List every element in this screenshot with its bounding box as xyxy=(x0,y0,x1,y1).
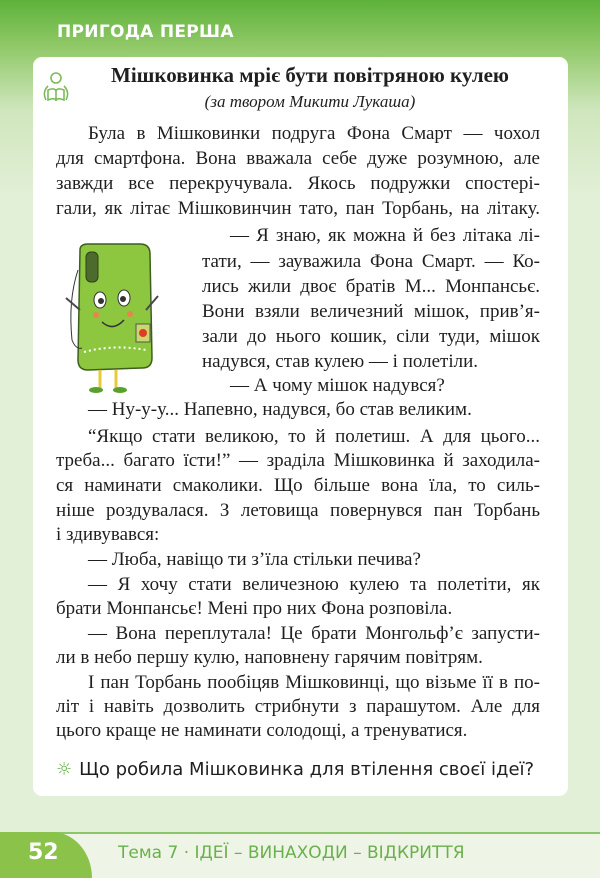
phone-case-character-illustration xyxy=(58,240,163,398)
text-line: для смартфона. Вона вважала себе дуже розумною, але xyxy=(56,148,540,169)
text-line: — Ну-у-у... Напевно, надувся, бо став великим. xyxy=(88,399,472,420)
text-line: ніше роздувалася. З летовища повернувся пан Торбань xyxy=(56,500,540,521)
text-line: надувся, став кулею — і полетіли. xyxy=(202,351,479,372)
text-line: Вони взяли величезний мішок, прив’я- xyxy=(202,301,540,322)
idea-sun-icon: ☼ xyxy=(56,759,73,780)
text-line: ся наминати смаколики. Що більше вона їла, то силь- xyxy=(56,475,540,496)
text-line: — А чому мішок надувся? xyxy=(230,375,445,396)
text-line: — Я знаю, як можна й без літака лі- xyxy=(230,225,540,246)
text-line: ли в небо першу кулю, наповнену гарячим повітрям. xyxy=(56,647,483,668)
story-author: (за твором Микити Лукаша) xyxy=(204,92,416,111)
text-line: цього краще не наминати солодощі, а тренуватися. xyxy=(56,720,468,741)
text-line: гали, як літає Мішковинчин тато, пан Торбань, на літаку. xyxy=(56,198,540,219)
topic-title: Тема 7 · ІДЕЇ – ВИНАХОДИ – ВІДКРИТТЯ xyxy=(118,843,465,863)
question-text: Що робила Мішковинка для втілення своєї ідеї? xyxy=(79,759,535,780)
text-line: літ і навіть дозволить стрибнути з парашутом. Але для xyxy=(56,696,540,717)
text-line: зали до нього кошик, сіли туди, мішок xyxy=(202,326,540,347)
text-line: — Вона переплутала! Це брати Монгольф’є запусти- xyxy=(88,623,540,644)
text-line: — Я хочу стати величезною кулею та полетіти, як xyxy=(88,574,540,595)
story-title: Мішковинка мріє бути повітряною кулею xyxy=(111,63,509,87)
question xyxy=(56,759,534,780)
text-line: І пан Торбань пообіцяв Мішковинці, що візьме її в по- xyxy=(88,672,540,693)
text-line: завжди все перекручувала. Якось подружки спостері- xyxy=(56,173,540,194)
text-line: лись жили двоє братів М... Монпансьє. xyxy=(202,276,540,297)
section-title: ПРИГОДА ПЕРША xyxy=(57,22,234,42)
text-line: Була в Мішковинки подруга Фона Смарт — чохол xyxy=(88,123,540,144)
text-line: тати, — зауважила Фона Смарт. — Ко- xyxy=(202,251,540,272)
text-line: — Люба, навіщо ти з’їла стільки печива? xyxy=(88,549,421,570)
text-line: “Якщо стати великою, то й полетиш. А для цього... xyxy=(88,426,540,447)
page-number: 52 xyxy=(28,840,59,865)
text-line: брати Монпансьє! Мені про них Фона розповіла. xyxy=(56,598,453,619)
text-line: і здивувався: xyxy=(56,524,160,545)
text-line: треба... багато їсти!” — зраділа Мішковинка й заходила- xyxy=(56,450,540,471)
